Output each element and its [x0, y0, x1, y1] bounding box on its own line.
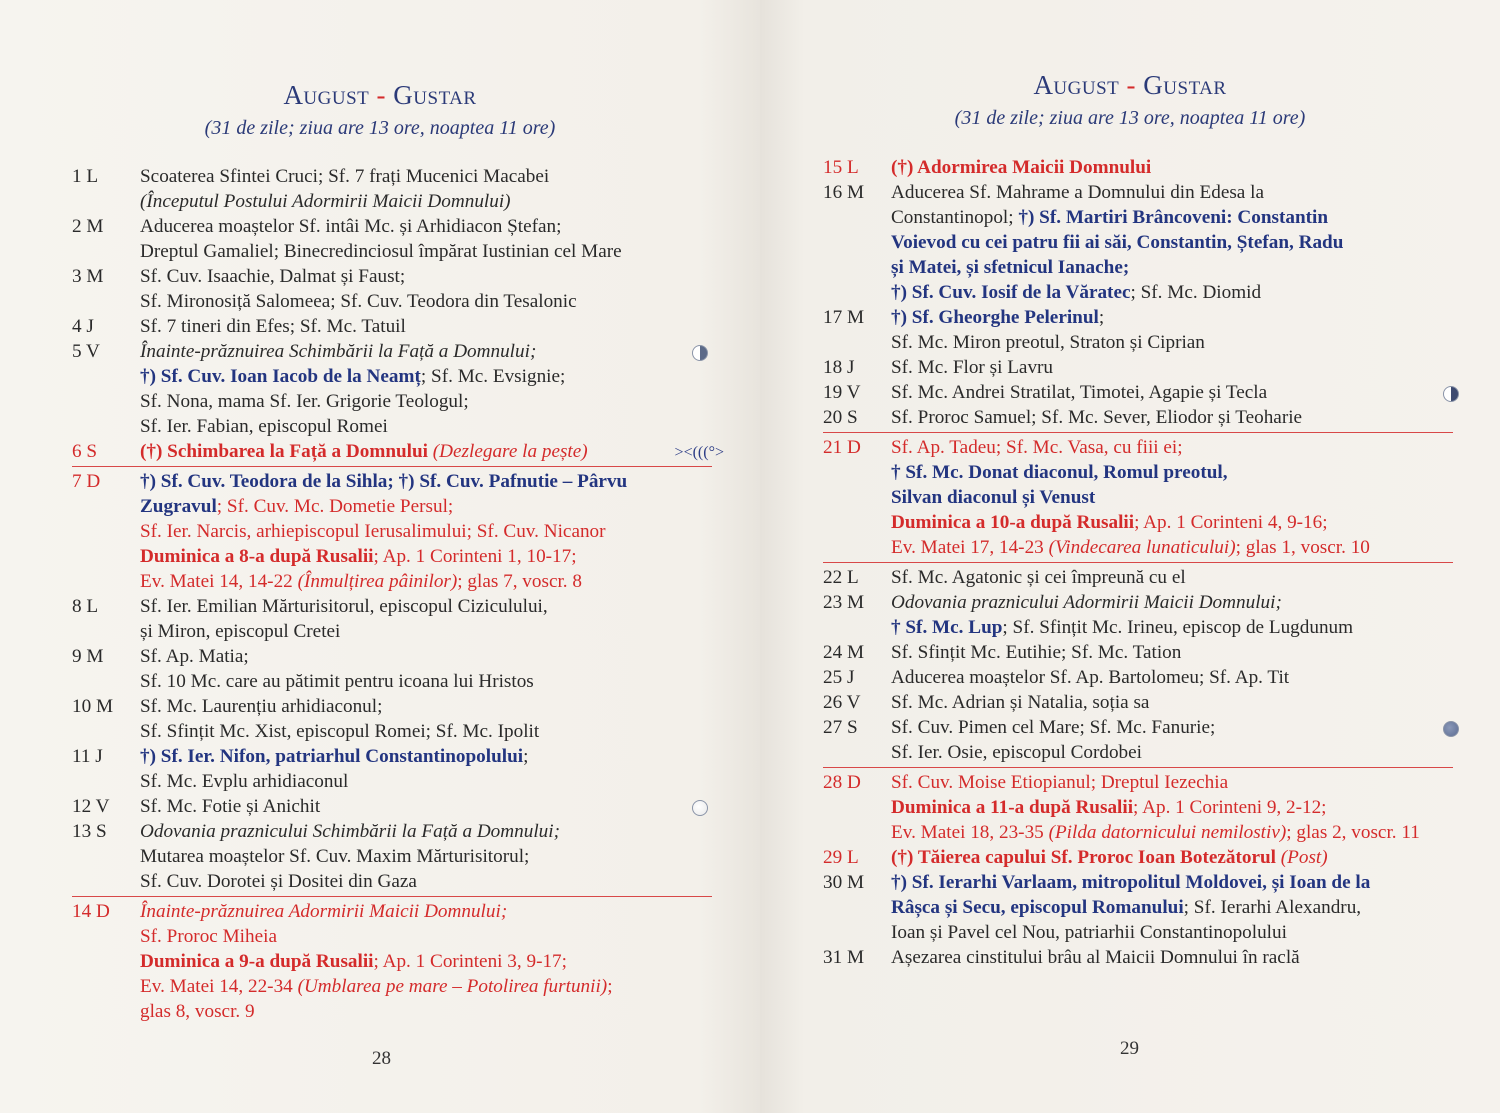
- entry-line: [140, 314, 712, 339]
- calendar-entry: [823, 305, 1453, 355]
- text-segment: ; Sf. Sfințit Mc. Irineu, episcop de Lugdunum: [1002, 617, 1354, 638]
- calendar-entry: [72, 164, 712, 214]
- entry-line: [891, 590, 1453, 615]
- text-segment: ; Sf. Ierarhi Alexandru,: [1183, 897, 1362, 918]
- entry-text: [891, 870, 1453, 945]
- text-segment: Sf. Ier. Narcis, arhiepiscopul Ierusalimului; Sf. Cuv. Nicanor: [140, 521, 606, 542]
- calendar-entry: [823, 715, 1453, 765]
- entry-day: 30 M: [823, 872, 865, 893]
- text-segment: Aducerea moaștelor Sf. Ap. Bartolomeu; Sf. Ap. Tit: [891, 667, 1290, 688]
- entry-day: 9 M: [72, 646, 104, 667]
- calendar-entry: [72, 896, 712, 1024]
- entry-day: 18 J: [823, 357, 855, 378]
- entry-day: 5 V: [72, 341, 100, 362]
- entry-text: [140, 644, 712, 694]
- text-segment: ;: [1098, 307, 1105, 328]
- entry-day: 3 M: [72, 266, 104, 287]
- calendar-entry: [823, 155, 1453, 180]
- text-segment: † Sf. Mc. Donat diaconul, Romul preotul,: [891, 462, 1228, 483]
- text-segment: (Dezlegare la pește): [432, 441, 588, 462]
- entry-line: [140, 519, 712, 544]
- calendar-entry: [823, 640, 1453, 665]
- text-segment: Înainte-prăznuirea Adormirii Maicii Domnului;: [140, 901, 508, 922]
- text-segment: (†) Adormirea Maicii Domnului: [891, 157, 1152, 178]
- text-segment: (Pilda datornicului nemilostiv): [1048, 822, 1287, 843]
- text-segment: Aducerea moaștelor Sf. intâi Mc. și Arhidiacon Ștefan;: [140, 216, 562, 237]
- calendar-entry: [823, 562, 1453, 590]
- text-segment: Sf. Cuv. Isaachie, Dalmat și Faust;: [140, 266, 406, 287]
- calendar-entry: [72, 264, 712, 314]
- entry-line: [140, 264, 712, 289]
- page-number: 28: [372, 1048, 391, 1069]
- entry-line: [140, 974, 712, 999]
- entry-text: [140, 594, 712, 644]
- title-name: Gustar: [393, 80, 477, 110]
- entry-line: [891, 795, 1453, 820]
- page-title: [760, 70, 1500, 101]
- entry-line: [891, 280, 1453, 305]
- text-segment: Sf. Mc. Evplu arhidiaconul: [140, 771, 349, 792]
- text-segment: Ev. Matei 14, 14-22: [140, 571, 298, 592]
- entry-text: [140, 469, 712, 594]
- text-segment: Sf. Cuv. Moise Etiopianul; Dreptul Iezechia: [891, 772, 1229, 793]
- entry-text: [140, 314, 712, 339]
- text-segment: †) Sf. Ierarhi Varlaam, mitropolitul Moldovei, și Ioan de la: [891, 872, 1371, 893]
- text-segment: †) Sf. Ier. Nifon, patriarhul Constantinopolului: [140, 746, 524, 767]
- entry-text: [891, 380, 1453, 405]
- entry-text: [140, 339, 712, 439]
- entry-line: [140, 289, 712, 314]
- calendar-entry: [72, 694, 712, 744]
- entry-text: [140, 214, 712, 264]
- entry-line: [140, 239, 712, 264]
- text-segment: Râșca și Secu, episcopul Romanului: [891, 897, 1184, 918]
- entry-text: [140, 694, 712, 744]
- entry-day: 22 L: [823, 567, 859, 588]
- entry-text: [891, 665, 1453, 690]
- moon-phase-icon: [1443, 721, 1459, 737]
- entry-text: [140, 439, 724, 464]
- text-segment: (†) Schimbarea la Față a Domnului: [140, 441, 433, 462]
- text-segment: ; glas 7, voscr. 8: [457, 571, 582, 592]
- text-segment: Sf. Mc. Andrei Stratilat, Timotei, Agapie și Tecla: [891, 382, 1268, 403]
- text-segment: ; Ap. 1 Corinteni 4, 9-16;: [1134, 512, 1328, 533]
- entry-day: 6 S: [72, 441, 98, 462]
- fish-icon: ><(((°>: [674, 444, 724, 461]
- text-segment: Sf. Mironosiță Salomeea; Sf. Cuv. Teodora din Tesalonic: [140, 291, 577, 312]
- entry-line: [140, 669, 712, 694]
- text-segment: Sf. Ier. Emilian Mărturisitorul, episcopul Ciziculului,: [140, 596, 548, 617]
- entry-line: [891, 180, 1453, 205]
- entry-line: [140, 439, 724, 464]
- text-segment: Sf. Ier. Fabian, episcopul Romei: [140, 416, 388, 437]
- text-segment: Sf. Cuv. Pimen cel Mare; Sf. Mc. Fanurie;: [891, 717, 1216, 738]
- text-segment: Sf. Mc. Fotie și Anichit: [140, 796, 321, 817]
- entry-day: 23 M: [823, 592, 865, 613]
- entry-line: [140, 769, 712, 794]
- entry-line: [891, 405, 1453, 430]
- entry-line: [891, 510, 1453, 535]
- text-segment: Constantinopol;: [891, 207, 1019, 228]
- calendar-entry: [72, 819, 712, 894]
- text-segment: glas 8, voscr. 9: [140, 1001, 255, 1022]
- text-segment: †) Sf. Martiri Brâncoveni: Constantin: [1018, 207, 1329, 228]
- entry-line: [891, 770, 1453, 795]
- text-segment: (Post): [1280, 847, 1328, 868]
- entry-line: [140, 644, 712, 669]
- entry-day: 14 D: [72, 901, 110, 922]
- entry-day: 11 J: [72, 746, 103, 767]
- text-segment: Ev. Matei 14, 22-34: [140, 976, 298, 997]
- entry-text: [891, 640, 1453, 665]
- text-segment: Așezarea cinstitului brâu al Maicii Domnului în raclă: [891, 947, 1300, 968]
- entry-line: [140, 819, 712, 844]
- entry-line: [891, 945, 1453, 970]
- entry-list: [823, 155, 1453, 970]
- text-segment: Mutarea moaștelor Sf. Cuv. Maxim Mărturisitorul;: [140, 846, 530, 867]
- text-segment: ; Ap. 1 Corinteni 3, 9-17;: [373, 951, 567, 972]
- text-segment: ; Sf. Mc. Diomid: [1130, 282, 1262, 303]
- text-segment: (Începutul Postului Adormirii Maicii Domnului): [140, 191, 511, 212]
- text-segment: Odovania praznicului Schimbării la Față a Domnului;: [140, 821, 560, 842]
- entry-line: [891, 330, 1453, 355]
- entry-day: 10 M: [72, 696, 114, 717]
- calendar-entry: [823, 945, 1453, 970]
- text-segment: Ioan și Pavel cel Nou, patriarhii Constantinopolului: [891, 922, 1287, 943]
- text-segment: Zugravul: [140, 496, 217, 517]
- calendar-entry: [823, 180, 1453, 305]
- text-segment: Sf. Proroc Samuel; Sf. Mc. Sever, Eliodor și Teoharie: [891, 407, 1303, 428]
- text-segment: Înainte-prăznuirea Schimbării la Față a Domnului;: [140, 341, 537, 362]
- entry-line: [140, 189, 712, 214]
- text-segment: Sf. 10 Mc. care au pătimit pentru icoana lui Hristos: [140, 671, 534, 692]
- entry-line: [891, 305, 1453, 330]
- entry-day: 1 L: [72, 166, 99, 187]
- entry-day: 31 M: [823, 947, 865, 968]
- calendar-entry: [823, 590, 1453, 640]
- entry-day: 28 D: [823, 772, 861, 793]
- entry-line: [140, 544, 712, 569]
- entry-text: [891, 180, 1453, 305]
- calendar-entry: [72, 214, 712, 264]
- calendar-entry: [823, 845, 1453, 870]
- calendar-entry: [72, 594, 712, 644]
- entry-line: [140, 364, 712, 389]
- entry-line: [140, 469, 712, 494]
- text-segment: Odovania praznicului Adormirii Maicii Domnului;: [891, 592, 1282, 613]
- calendar-entry: [823, 432, 1453, 560]
- text-segment: †) Sf. Cuv. Iosif de la Văratec: [891, 282, 1131, 303]
- text-segment: Sf. Mc. Miron preotul, Straton și Ciprian: [891, 332, 1205, 353]
- title-dash: -: [1119, 70, 1144, 100]
- entry-text: [891, 770, 1453, 845]
- entry-day: 21 D: [823, 437, 861, 458]
- entry-day: 8 L: [72, 596, 99, 617]
- title-month: August: [283, 80, 370, 110]
- entry-line: [140, 719, 712, 744]
- text-segment: ; Sf. Cuv. Mc. Dometie Persul;: [216, 496, 454, 517]
- text-segment: †) Sf. Cuv. Teodora de la Sihla; †) Sf. Cuv. Pafnutie – Pârvu: [140, 471, 628, 492]
- entry-text: [891, 590, 1453, 640]
- entry-line: [891, 920, 1453, 945]
- entry-line: [140, 164, 712, 189]
- entry-day: 25 J: [823, 667, 855, 688]
- entry-day: 20 S: [823, 407, 858, 428]
- entry-line: [891, 870, 1453, 895]
- text-segment: (Înmulțirea pâinilor): [297, 571, 458, 592]
- entry-text: [891, 565, 1453, 590]
- text-segment: Dreptul Gamaliel; Binecredinciosul împărat Iustinian cel Mare: [140, 241, 622, 262]
- text-segment: Sf. Mc. Adrian și Natalia, soția sa: [891, 692, 1150, 713]
- entry-text: [891, 690, 1453, 715]
- calendar-entry: [823, 405, 1453, 430]
- entry-line: [140, 999, 712, 1024]
- text-segment: ; Ap. 1 Corinteni 1, 10-17;: [373, 546, 577, 567]
- entry-line: [891, 740, 1453, 765]
- entry-day: 15 L: [823, 157, 859, 178]
- text-segment: Silvan diaconul și Venust: [891, 487, 1096, 508]
- calendar-entry: [72, 439, 724, 464]
- entry-line: [891, 715, 1453, 740]
- text-segment: Duminica a 10-a după Rusalii: [891, 512, 1135, 533]
- calendar-entry: [823, 380, 1453, 405]
- calendar-entry: [823, 665, 1453, 690]
- entry-line: [140, 389, 712, 414]
- text-segment: Sf. Ap. Tadeu; Sf. Mc. Vasa, cu fiii ei;: [891, 437, 1183, 458]
- text-segment: Sf. Sfințit Mc. Eutihie; Sf. Mc. Tation: [891, 642, 1182, 663]
- text-segment: † Sf. Mc. Lup: [891, 617, 1003, 638]
- text-segment: ;: [523, 746, 529, 767]
- entry-day: 13 S: [72, 821, 107, 842]
- text-segment: Sf. Mc. Laurențiu arhidiaconul;: [140, 696, 383, 717]
- entry-line: [140, 594, 712, 619]
- text-segment: Ev. Matei 17, 14-23: [891, 537, 1049, 558]
- text-segment: Sf. Mc. Agatonic și cei împreună cu el: [891, 567, 1186, 588]
- entry-line: [140, 899, 712, 924]
- text-segment: Sf. Ier. Osie, episcopul Cordobei: [891, 742, 1142, 763]
- calendar-entry: [72, 466, 712, 594]
- page-number: 29: [1120, 1038, 1139, 1059]
- entry-text: [891, 155, 1453, 180]
- entry-line: [140, 844, 712, 869]
- entry-text: [140, 899, 712, 1024]
- calendar-entry: [823, 355, 1453, 380]
- entry-line: [140, 494, 712, 519]
- text-segment: și Miron, episcopul Cretei: [140, 621, 341, 642]
- entry-line: [140, 339, 712, 364]
- calendar-entry: [72, 744, 712, 794]
- entry-day: 27 S: [823, 717, 858, 738]
- text-segment: †) Sf. Gheorghe Pelerinul: [891, 307, 1099, 328]
- entry-line: [140, 794, 712, 819]
- text-segment: Duminica a 9-a după Rusalii: [140, 951, 374, 972]
- text-segment: și Matei, și sfetnicul Ianache;: [891, 257, 1130, 278]
- entry-line: [891, 155, 1453, 180]
- text-segment: ; glas 1, voscr. 10: [1235, 537, 1370, 558]
- text-segment: (Vindecarea lunaticului): [1048, 537, 1236, 558]
- entry-day: 12 V: [72, 796, 110, 817]
- moon-phase-icon: [1443, 386, 1459, 402]
- entry-line: [140, 214, 712, 239]
- entry-text: [891, 355, 1453, 380]
- text-segment: Aducerea Sf. Mahrame a Domnului din Edesa la: [891, 182, 1264, 203]
- entry-line: [891, 535, 1453, 560]
- entry-line: [891, 615, 1453, 640]
- calendar-entry: [72, 794, 712, 819]
- text-segment: Ev. Matei 18, 23-35: [891, 822, 1049, 843]
- entry-line: [891, 690, 1453, 715]
- text-segment: Sf. Cuv. Dorotei și Dositei din Gaza: [140, 871, 417, 892]
- entry-line: [891, 205, 1453, 230]
- entry-day: 19 V: [823, 382, 861, 403]
- entry-line: [140, 949, 712, 974]
- entry-day: 16 M: [823, 182, 865, 203]
- calendar-entry: [72, 339, 712, 439]
- text-segment: Sf. Proroc Miheia: [140, 926, 277, 947]
- entry-day: 7 D: [72, 471, 101, 492]
- entry-day: 29 L: [823, 847, 859, 868]
- text-segment: Sf. Nona, mama Sf. Ier. Grigorie Teologul;: [140, 391, 469, 412]
- text-segment: (Umblarea pe mare – Potolirea furtunii): [297, 976, 608, 997]
- entry-day: 4 J: [72, 316, 94, 337]
- entry-text: [140, 264, 712, 314]
- entry-day: 24 M: [823, 642, 865, 663]
- title-dash: -: [369, 80, 394, 110]
- text-segment: Sf. Ap. Matia;: [140, 646, 249, 667]
- text-segment: ;: [607, 976, 613, 997]
- entry-text: [140, 164, 712, 214]
- text-segment: Duminica a 11-a după Rusalii: [891, 797, 1134, 818]
- entry-line: [140, 569, 712, 594]
- text-segment: (†) Tăierea capului Sf. Proroc Ioan Botezătorul: [891, 847, 1281, 868]
- entry-text: [891, 845, 1453, 870]
- entry-line: [891, 640, 1453, 665]
- entry-line: [891, 355, 1453, 380]
- text-segment: Sf. Mc. Flor și Lavru: [891, 357, 1054, 378]
- text-segment: Sf. Sfințit Mc. Xist, episcopul Romei; Sf. Mc. Ipolit: [140, 721, 540, 742]
- moon-phase-icon: [692, 800, 708, 816]
- title-month: August: [1033, 70, 1120, 100]
- page-title: [0, 80, 760, 111]
- entry-line: [140, 619, 712, 644]
- text-segment: Duminica a 8-a după Rusalii: [140, 546, 374, 567]
- calendar-entry: [72, 644, 712, 694]
- entry-text: [140, 819, 712, 894]
- entry-text: [891, 405, 1453, 430]
- entry-line: [891, 665, 1453, 690]
- title-name: Gustar: [1143, 70, 1227, 100]
- entry-line: [891, 255, 1453, 280]
- text-segment: Scoaterea Sfintei Cruci; Sf. 7 frați Mucenici Macabei: [140, 166, 550, 187]
- page-right: [760, 0, 1500, 1113]
- page-subtitle: (31 de zile; ziua are 13 ore, noaptea 11 ore): [204, 117, 556, 139]
- calendar-entry: [823, 870, 1453, 945]
- entry-day: 2 M: [72, 216, 104, 237]
- entry-text: [891, 715, 1453, 765]
- entry-line: [891, 565, 1453, 590]
- entry-line: [140, 744, 712, 769]
- entry-line: [140, 869, 712, 894]
- entry-line: [891, 230, 1453, 255]
- entry-line: [891, 485, 1453, 510]
- entry-line: [140, 924, 712, 949]
- calendar-entry: [72, 314, 712, 339]
- entry-line: [891, 435, 1453, 460]
- entry-list: [72, 164, 724, 1024]
- entry-line: [891, 820, 1453, 845]
- entry-text: [891, 945, 1453, 970]
- text-segment: ; Ap. 1 Corinteni 9, 2-12;: [1133, 797, 1327, 818]
- entry-text: [140, 794, 712, 819]
- text-segment: ; Sf. Mc. Evsignie;: [420, 366, 566, 387]
- calendar-entry: [823, 767, 1453, 845]
- text-segment: ; glas 2, voscr. 11: [1286, 822, 1420, 843]
- entry-line: [891, 380, 1453, 405]
- entry-line: [891, 895, 1453, 920]
- page-subtitle: (31 de zile; ziua are 13 ore, noaptea 11 ore): [954, 107, 1306, 129]
- entry-text: [891, 435, 1453, 560]
- calendar-entry: [823, 690, 1453, 715]
- entry-text: [891, 305, 1453, 355]
- text-segment: Voievod cu cei patru fii ai săi, Constantin, Ștefan, Radu: [891, 232, 1344, 253]
- entry-line: [140, 414, 712, 439]
- entry-line: [140, 694, 712, 719]
- entry-line: [891, 845, 1453, 870]
- entry-line: [891, 460, 1453, 485]
- entry-day: 26 V: [823, 692, 861, 713]
- text-segment: Sf. 7 tineri din Efes; Sf. Mc. Tatuil: [140, 316, 406, 337]
- entry-text: [140, 744, 712, 794]
- moon-phase-icon: [692, 345, 708, 361]
- entry-day: 17 M: [823, 307, 865, 328]
- text-segment: †) Sf. Cuv. Ioan Iacob de la Neamț: [140, 366, 421, 387]
